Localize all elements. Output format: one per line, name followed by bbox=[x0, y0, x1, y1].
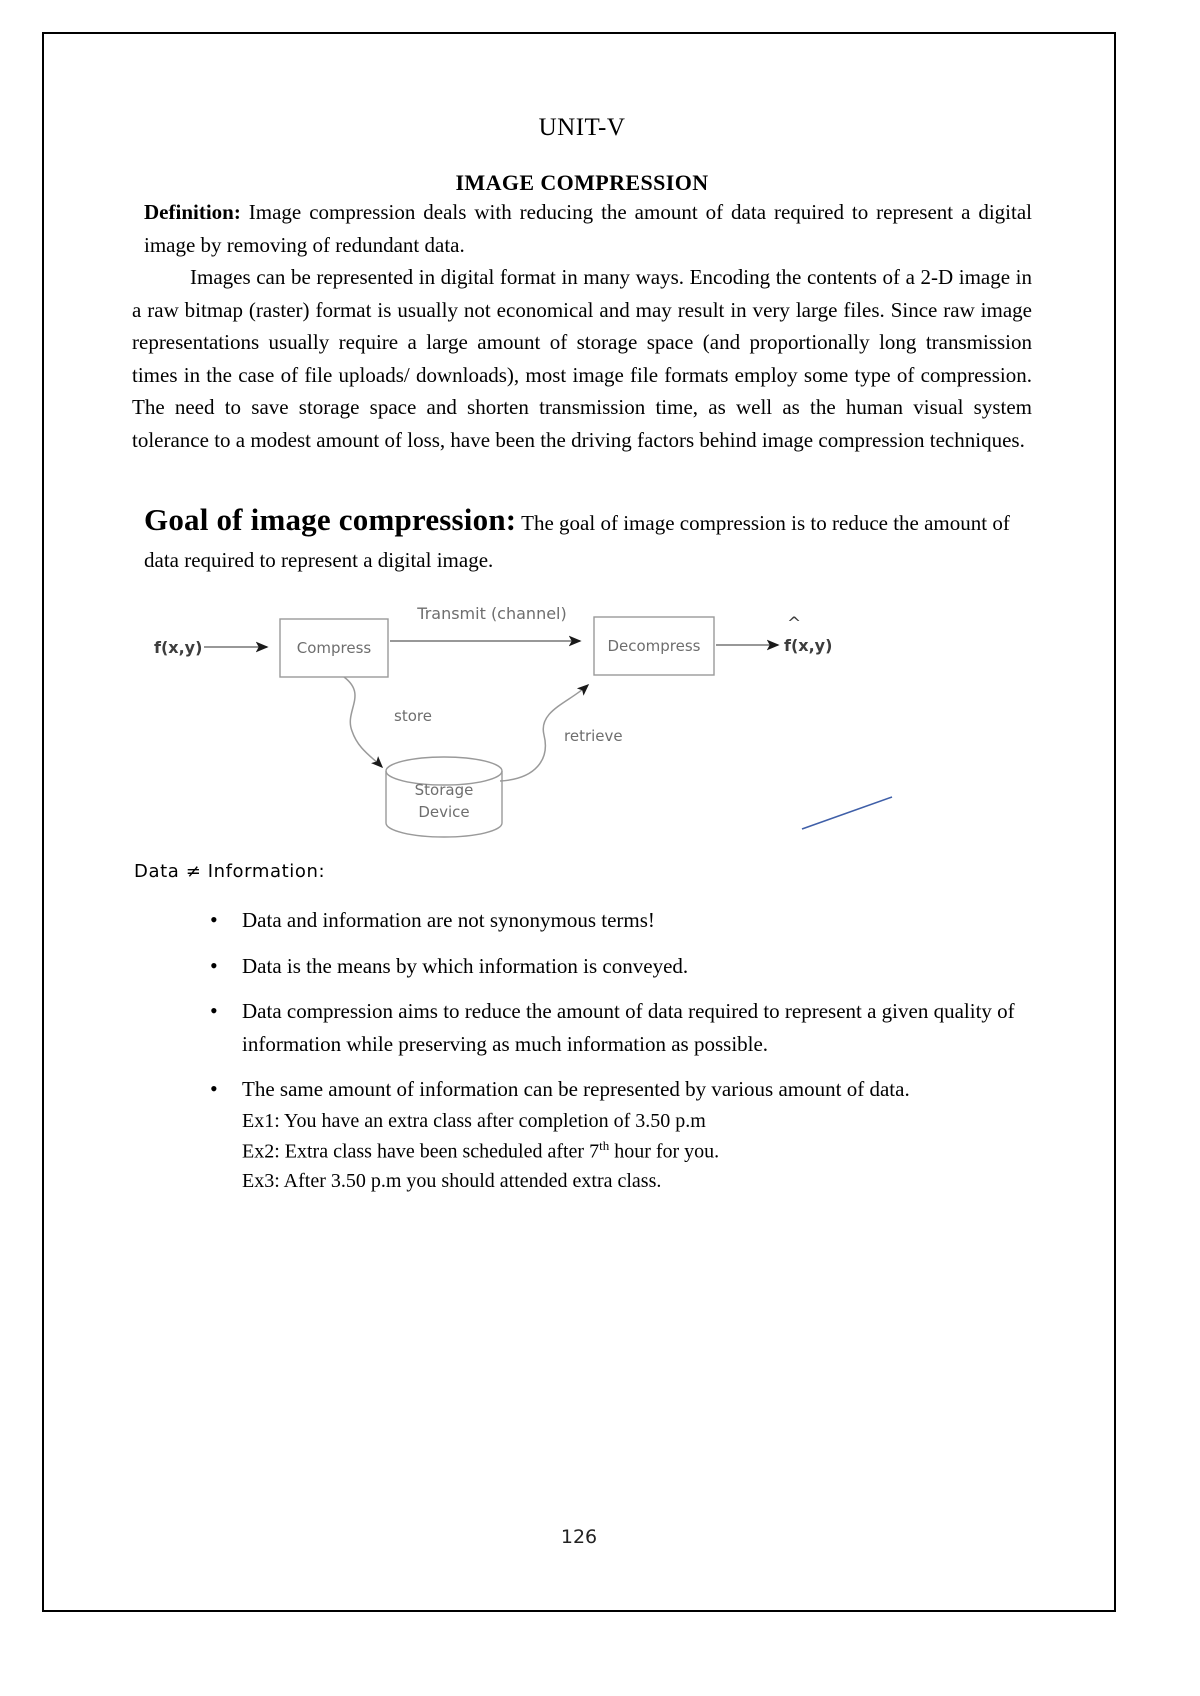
goal-text: The goal of image compression is to reduce the amount of data required to represent a digital image. bbox=[144, 511, 1010, 573]
page-content bbox=[132, 114, 1032, 1209]
example-2-sup: th bbox=[599, 1137, 610, 1153]
bullet-list bbox=[132, 904, 1032, 1196]
page-number: 126 bbox=[560, 1526, 598, 1548]
output-hat-icon: ^ bbox=[787, 613, 802, 634]
transmit-label: Transmit (channel) bbox=[417, 603, 567, 623]
retrieve-label: retrieve bbox=[564, 726, 623, 745]
unit-title: UNIT-V bbox=[538, 114, 626, 141]
diagram-output-label: f(x,y) bbox=[784, 635, 833, 655]
list-item: • Data and information are not synonymous terms! bbox=[210, 904, 1032, 937]
example-1: Ex1: You have an extra class after completion of 3.50 p.m bbox=[242, 1109, 706, 1132]
intro-paragraph: Images can be represented in digital format in many ways. Encoding the contents of a 2-D image in a raw bitmap (raster) format is usually not economical and may result in very large files. Since raw image representations usually require a large amount of storage space (and proportionally long transmission times in the case of file uploads/ downloads), most image file formats employ some type of compression. The need to save storage space and shorten transmission time, as well as the human visual system tolerance to a modest amount of loss, have been the driving factors behind image compression techniques. bbox=[132, 265, 1032, 452]
compress-label: Compress bbox=[296, 638, 372, 657]
example-2-prefix: Ex2: Extra class have been scheduled after 7 bbox=[242, 1140, 600, 1163]
list-item: • Data compression aims to reduce the amount of data required to represent a given quality of information while preserving as much information as possible. bbox=[210, 995, 1032, 1060]
store-label: store bbox=[394, 706, 432, 725]
definition-text: Image compression deals with reducing the amount of data required to represent a digital image by removing of redundant data. bbox=[144, 200, 1032, 257]
storage-label-line2: Device bbox=[418, 802, 470, 821]
store-arrow bbox=[344, 677, 382, 767]
definition-label: Definition: bbox=[144, 200, 241, 224]
stray-line-artifact bbox=[802, 797, 892, 829]
storage-label-line1: Storage bbox=[414, 780, 474, 799]
page-title: IMAGE COMPRESSION bbox=[455, 170, 709, 195]
last-bullet-text: The same amount of information can be represented by various amount of data. bbox=[242, 1077, 910, 1102]
example-2-suffix: hour for you. bbox=[609, 1140, 720, 1163]
goal-heading: Goal of image compression: bbox=[144, 502, 517, 538]
data-not-information-heading: Data ≠ Information: bbox=[134, 860, 326, 882]
list-item: • Data is the means by which information is conveyed. bbox=[210, 950, 1032, 983]
document-page bbox=[42, 32, 1116, 1612]
diagram-input-label: f(x,y) bbox=[154, 637, 203, 657]
list-item-with-examples bbox=[210, 1073, 1032, 1196]
example-2 bbox=[242, 1136, 1032, 1167]
goal-section bbox=[132, 496, 1032, 577]
compression-pipeline-diagram bbox=[132, 599, 1032, 849]
definition-paragraph bbox=[132, 196, 1032, 261]
decompress-label: Decompress bbox=[607, 636, 701, 655]
example-3: Ex3: After 3.50 p.m you should attended extra class. bbox=[242, 1170, 662, 1193]
